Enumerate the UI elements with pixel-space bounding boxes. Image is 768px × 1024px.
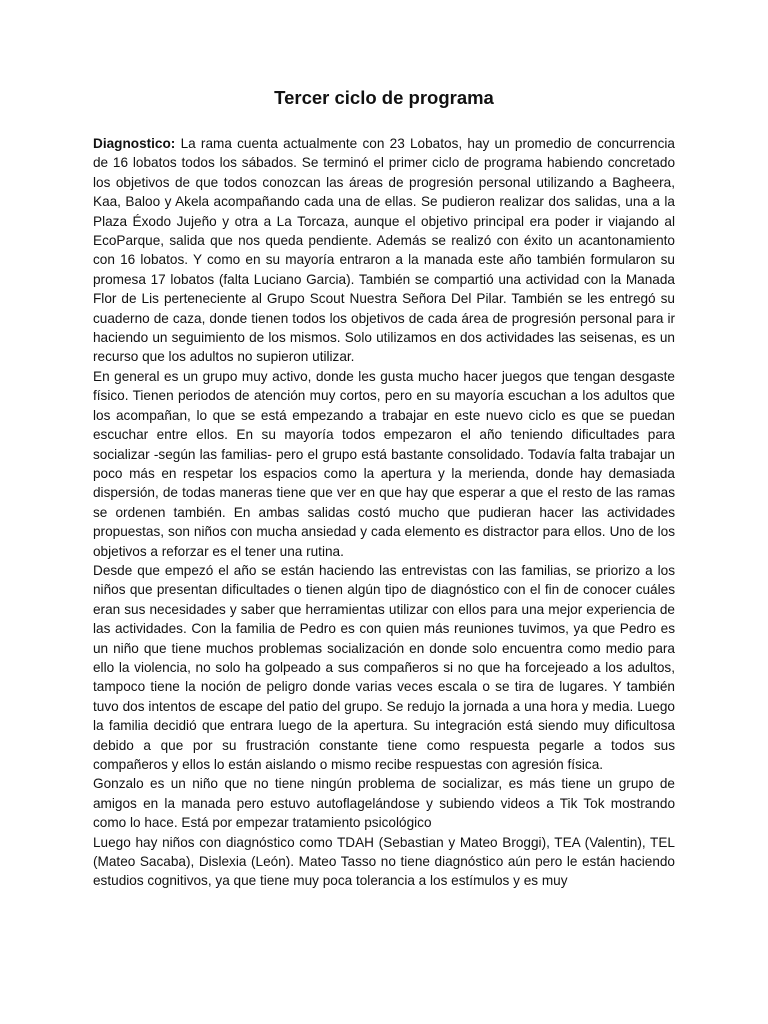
paragraph-gonzalo: Gonzalo es un niño que no tiene ningún problema de socializar, es más tiene un grupo de amigos en la manada pero estuvo autoflagelándose y subiendo videos a Tik Tok mostrando como lo hace. Está por empezar tratamiento psicológico bbox=[93, 776, 675, 831]
paragraph-entrevistas: Desde que empezó el año se están haciendo las entrevistas con las familias, se priorizo a los niños que presentan dificultades o tienen algún tipo de diagnóstico con el fin de conocer cuáles eran sus necesidades y saber que herramientas utilizar con ellos para una mejor experiencia de las actividades. Con la familia de Pedro es con quien más reuniones tuvimos, ya que Pedro es un niño que tiene muchos problemas socialización en donde solo encuentra como medio para ello la violencia, no solo ha golpeado a sus compañeros si no que ha forcejeado a los adultos, tampoco tiene la noción de peligro donde varias veces escala o se tira de lugares. Y también tuvo dos intentos de escape del patio del grupo. Se redujo la jornada a una hora y media. Luego la familia decidió que entrara luego de la apertura. Su integración está siendo muy dificultosa debido a que por su frustración constante tiene como respuesta pegarle a todos sus compañeros y ellos lo están aislando o mismo recibe respuestas con agresión física. bbox=[93, 562, 675, 772]
paragraph-diagnostico bbox=[93, 134, 675, 367]
paragraph-text: La rama cuenta actualmente con 23 Lobatos, hay un promedio de concurrencia de 16 lobatos todos los sábados. Se terminó el primer ciclo de programa habiendo concretado los objetivos de que todos conozcan las áreas de progresión personal utilizando a Bagheera, Kaa, Baloo y Akela acompañando cada una de ellas. Se pudieron realizar dos salidas, una a la Plaza Éxodo Jujeño y otra a La Torcaza, aunque el objetivo principal era poder ir viajando al EcoParque, salida que nos queda pendiente. Además se realizó con éxito un acantonamiento con 16 lobatos. Y como en su mayoría entraron a la manada este año también formularon su promesa 17 lobatos (falta Luciano Garcia). También se compartió una actividad con la Manada Flor de Lis perteneciente al Grupo Scout Nuestra Señora Del Pilar. También se les entregó su cuaderno de caza, donde tienen todos los objetivos de cada área de progresión personal para ir haciendo un seguimiento de los mismos. Solo utilizamos en dos actividades las seisenas, es un recurso que los adultos no supieron utilizar. bbox=[93, 136, 675, 365]
document-title: Tercer ciclo de programa bbox=[274, 87, 494, 108]
document-body bbox=[93, 134, 675, 891]
paragraph-diagnosticos: Luego hay niños con diagnóstico como TDAH (Sebastian y Mateo Broggi), TEA (Valentin), TEL (Mateo Sacaba), Dislexia (León). Mateo Tasso no tiene diagnóstico aún pero le están haciendo estudios cognitivos, ya que tiene muy poca tolerancia a los estímulos y es muy bbox=[93, 834, 675, 889]
diagnostico-label: Diagnostico: bbox=[93, 136, 176, 151]
paragraph-general: En general es un grupo muy activo, donde les gusta mucho hacer juegos que tengan desgaste físico. Tienen periodos de atención muy cortos, pero en su mayoría escuchan a los adultos que los acompañan, lo que se está empezando a trabajar en este nuevo ciclo es que se puedan escuchar entre ellos. En su mayoría todos empezaron el año teniendo dificultades para socializar -según las familias- pero el grupo está bastante consolidado. Todavía falta trabajar un poco más en respetar los espacios como la apertura y la merienda, donde hay demasiada dispersión, de todas maneras tiene que ver en que hay que esperar a que el resto de las ramas se ordenen también. En ambas salidas costó mucho que pudieran hacer las actividades propuestas, son niños con mucha ansiedad y cada elemento es distractor para ellos. Uno de los objetivos a reforzar es el tener una rutina. bbox=[93, 368, 675, 559]
